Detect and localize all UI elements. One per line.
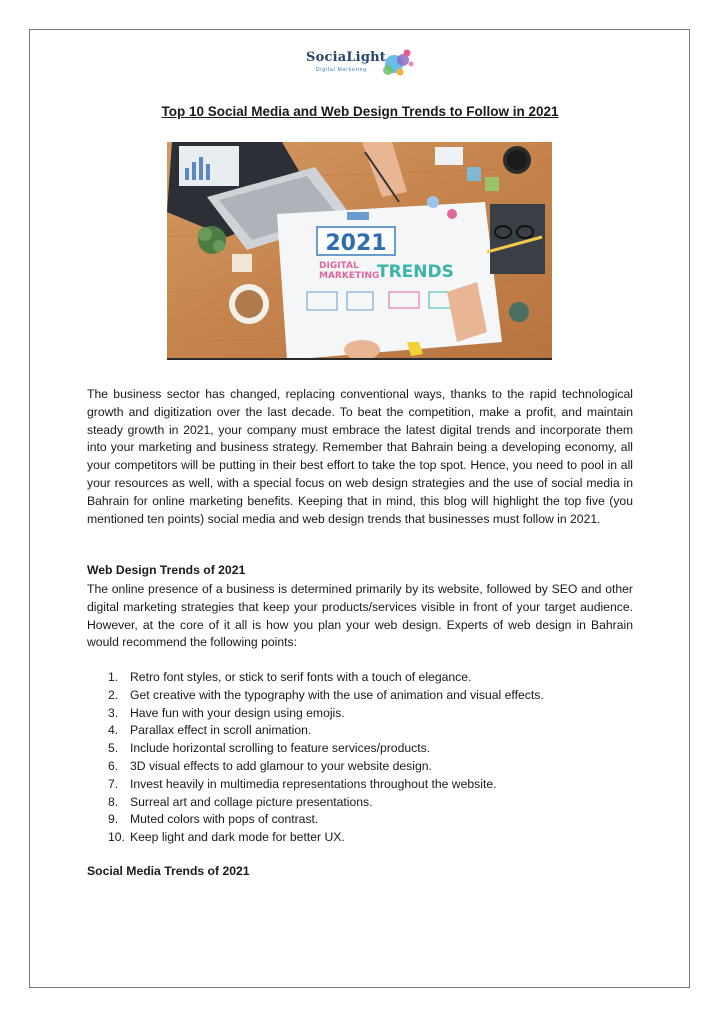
web-design-paragraph: The online presence of a business is determined primarily by its website, followed by SEO and other digital marketing strategies that keep your products/services visible in front of your target audience. However, at the core of it all is how you plan your web design. Experts of web design in Bahrain would recommend the following points: (87, 582, 633, 650)
logo-tagline: Digital Marketing (316, 67, 367, 73)
list-item: 7. Invest heavily in multimedia representations throughout the website. (108, 776, 497, 791)
page-title: Top 10 Social Media and Web Design Trends to Follow in 2021 (161, 104, 559, 119)
social-media-heading: Social Media Trends of 2021 (87, 864, 250, 878)
list-item: 10. Keep light and dark mode for better UX. (108, 830, 345, 845)
list-item: 3. Have fun with your design using emojis. (108, 705, 345, 720)
board-marketing-text: MARKETING (319, 271, 380, 281)
logo-bubbles-icon (376, 48, 416, 78)
intro-paragraph: The business sector has changed, replacing conventional ways, thanks to the rapid technological growth and digitization over the last decade. To beat the competition, make a profit, and maintain steady growth in 2021, your company must embrace the latest digital trends and incorporate them into your marketing and business strategy. Remember that Bahrain being a developing economy, all your competitors will be putting in their best effort to take the top spot. Hence, you need to pool in all your resources as well, with a special focus on web design strategies and the use of social media in Bahrain for online marketing benefits. Keeping that in mind, this blog will highlight the top five (you mentioned ten points) social media and web design trends that businesses must follow in 2021. (87, 387, 633, 526)
list-item: 5. Include horizontal scrolling to feature services/products. (108, 741, 431, 756)
list-item: 1. Retro font styles, or stick to serif fonts with a touch of elegance. (108, 670, 472, 684)
list-item: 6. 3D visual effects to add glamour to your website design. (108, 758, 432, 773)
web-design-heading: Web Design Trends of 2021 (87, 563, 246, 577)
board-digital-text: DIGITAL (319, 261, 359, 271)
list-item: 2. Get creative with the typography with the use of animation and visual effects. (108, 687, 544, 702)
board-trends-text: TRENDS (377, 262, 454, 282)
web-design-trend-list (108, 669, 544, 847)
list-item: 4. Parallax effect in scroll animation. (108, 723, 312, 738)
board-year-text: 2021 (325, 231, 387, 256)
hero-image (167, 142, 552, 360)
list-item: 9. Muted colors with pops of contrast. (108, 812, 319, 827)
brand-logo (306, 48, 416, 78)
logo-wordmark: SociaLight (306, 50, 386, 65)
list-item: 8. Surreal art and collage picture presentations. (108, 794, 373, 809)
